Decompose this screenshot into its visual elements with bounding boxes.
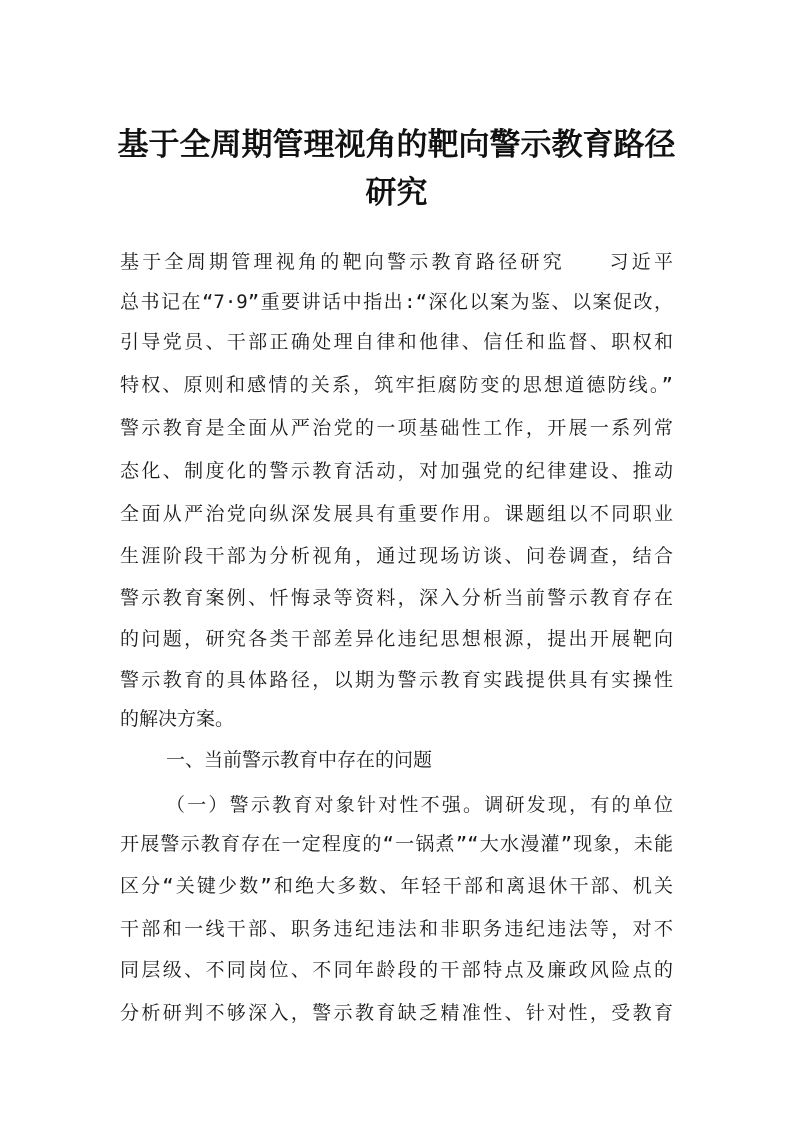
paragraph-line: 的问题，研究各类干部差异化违纪思想根源，提出开展靶向 (120, 628, 673, 650)
paragraph-line: 开展警示教育存在一定程度的“一锅煮”“大水漫灌”现象，未能 (120, 833, 673, 855)
paragraph-line: 态化、制度化的警示教育活动，对加强党的纪律建设、推动 (120, 460, 673, 482)
paragraph-line: 引导党员、干部正确处理自律和他律、信任和监督、职权和 (120, 331, 673, 353)
document-title-line-1: 基于全周期管理视角的靶向警示教育路径 (117, 127, 676, 163)
paragraph-line: （一）警示教育对象针对性不强。调研发现，有的单位 (166, 794, 673, 816)
paragraph-line: 同层级、不同岗位、不同年龄段的干部特点及廉政风险点的 (120, 959, 673, 981)
paragraph-line: 警示教育案例、忏悔录等资料，深入分析当前警示教育存在 (120, 587, 673, 609)
paragraph-line: 干部和一线干部、职务违纪违法和非职务违纪违法等，对不 (120, 918, 673, 940)
paragraph-line: 全面从严治党向纵深发展具有重要作用。课题组以不同职业 (120, 503, 673, 525)
paragraph-line: 基于全周期管理视角的靶向警示教育路径研究 习近平 (120, 251, 673, 273)
paragraph-line: 警示教育是全面从严治党的一项基础性工作，开展一系列常 (120, 417, 673, 439)
paragraph-line: 的解决方案。 (120, 708, 235, 730)
document-title-line-2: 研究 (365, 175, 428, 211)
paragraph-line: 分析研判不够深入，警示教育缺乏精准性、针对性，受教育 (120, 1002, 673, 1024)
paragraph-line: 区分“关键少数”和绝大多数、年轻干部和离退休干部、机关 (120, 875, 673, 897)
paragraph-line: 总书记在“7·9”重要讲话中指出:“深化以案为鉴、以案促改， (120, 291, 673, 313)
paragraph-line: 警示教育的具体路径，以期为警示教育实践提供具有实操性 (120, 669, 673, 691)
section-heading: 一、当前警示教育中存在的问题 (166, 749, 433, 771)
paragraph-line: 生涯阶段干部为分析视角，通过现场访谈、问卷调查，结合 (120, 545, 673, 567)
paragraph-line: 特权、原则和感情的关系，筑牢拒腐防变的思想道德防线。” (120, 374, 673, 396)
